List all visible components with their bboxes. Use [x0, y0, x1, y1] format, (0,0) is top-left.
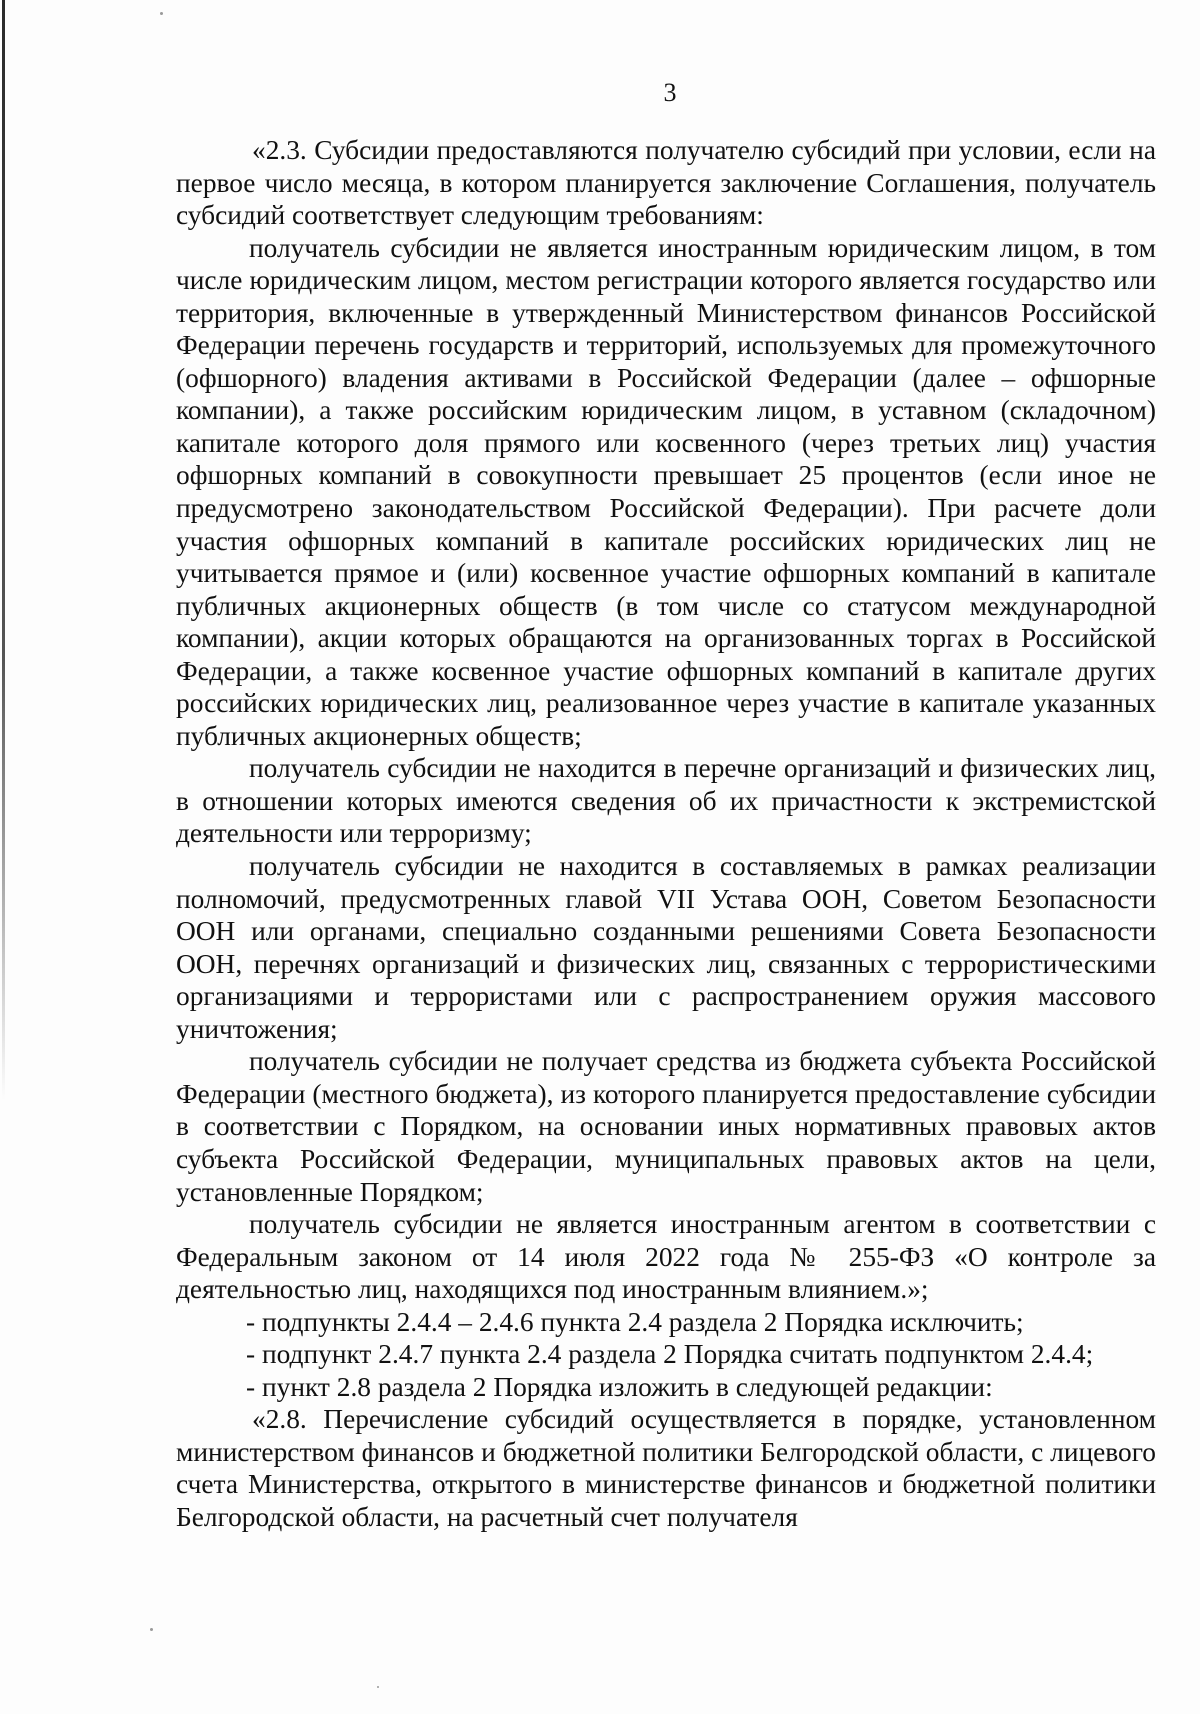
- paragraph-extremism-requirement: получатель субсидии не находится в перечне организаций и физических лиц, в отношении которых имеются сведения об их причастности к экстремистской деятельности или терроризму;: [176, 753, 1156, 849]
- paragraph-un-sanctions-requirement: получатель субсидии не находится в составляемых в рамках реализации полномочий, предусмотренных главой VII Устава ООН, Советом Безопасности ООН или органами, специально созданными решениями Совета Безопасности ООН, перечнях организаций и физических лиц, связанных с террористическими организациями и террористами или с распространением оружия массового уничтожения;: [176, 851, 1156, 1044]
- paragraph-offshore-requirement: получатель субсидии не является иностранным юридическим лицом, в том числе юридическим лицом, местом регистрации которого является государство или территория, включенные в утвержденный Министерством финансов Российской Федерации перечень государств и территорий, используемых для промежуточного (офшорного) владения активами в Российской Федерации (далее – офшорные компании), а также российским юридическим лицом, в уставном (складочном) капитале которого доля прямого или косвенного (через третьих лиц) участия офшорных компаний в совокупности превышает 25 процентов (если иное не предусмотрено законодательством Российской Федерации). При расчете доли участия офшорных компаний в капитале российских юридических лиц не учитывается прямое и (или) косвенное участие офшорных компаний в капитале публичных акционерных обществ (в том числе со статусом международной компании), акции которых обращаются на организованных торгах в Российской Федерации, а также косвенное участие офшорных компаний в капитале других российских юридических лиц, реализованное через участие в капитале указанных публичных акционерных обществ;: [176, 232, 1156, 751]
- list-item-exclude-subclauses: - подпункты 2.4.4 – 2.4.6 пункта 2.4 раздела 2 Порядка исключить;: [246, 1306, 1024, 1337]
- paragraph-foreign-agent-requirement: получатель субсидии не является иностранным агентом в соответствии с Федеральным законом от 14 июля 2022 года № 255-ФЗ «О контроле за деятельностью лиц, находящихся под иностранным влиянием.»;: [176, 1209, 1156, 1305]
- paragraph-budget-funds-requirement: получатель субсидии не получает средства из бюджета субъекта Российской Федерации (местного бюджета), из которого планируется предоставление субсидии в соответствии с Порядком, на основании иных нормативных правовых актов субъекта Российской Федерации, муниципальных правовых актов на цели, установленные Порядком;: [176, 1046, 1156, 1207]
- scan-speck: [150, 1628, 153, 1631]
- list-item-renumber-subclause: - подпункт 2.4.7 пункта 2.4 раздела 2 Порядка считать подпунктом 2.4.4;: [246, 1339, 1094, 1370]
- page-number: 3: [663, 78, 677, 107]
- scan-speck: [160, 12, 163, 15]
- scan-left-edge-shadow: [2, 0, 5, 1100]
- scan-speck: [377, 1686, 379, 1688]
- paragraph-2-3-intro: «2.3. Субсидии предоставляются получателю субсидий при условии, если на первое число месяца, в котором планируется заключение Соглашения, получатель субсидий соответствует следующим требованиям:: [176, 135, 1156, 231]
- list-item-restate-clause-2-8: - пункт 2.8 раздела 2 Порядка изложить в следующей редакции:: [246, 1371, 993, 1402]
- document-body: [176, 134, 1156, 1534]
- paragraph-2-8-transfer: «2.8. Перечисление субсидий осуществляется в порядке, установленном министерством финансов и бюджетной политики Белгородской области, с лицевого счета Министерства, открытого в министерстве финансов и бюджетной политики Белгородской области, на расчетный счет получателя: [176, 1404, 1156, 1532]
